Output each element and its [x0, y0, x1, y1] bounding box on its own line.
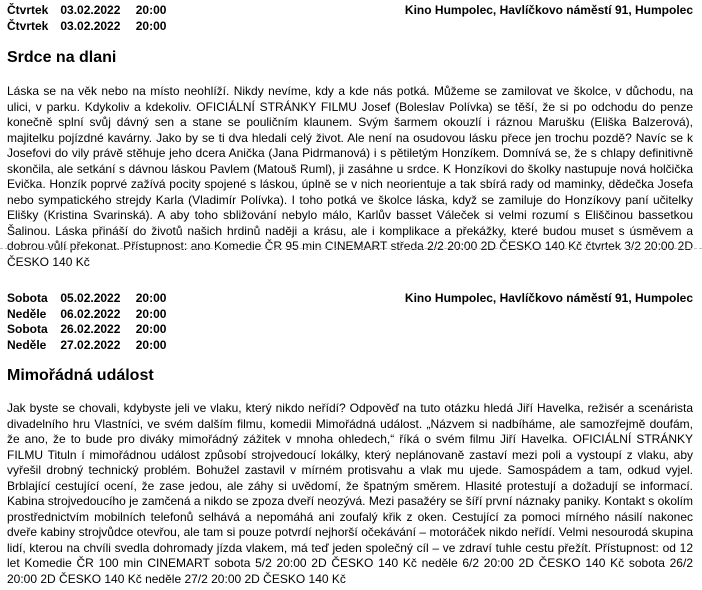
- date-row: [7, 338, 166, 354]
- date-date: 05.02.2022: [60, 291, 121, 305]
- event-dates: [7, 3, 166, 34]
- date-date: 03.02.2022: [60, 3, 121, 17]
- date-time: 20:00: [135, 18, 167, 33]
- date-row: [7, 291, 166, 307]
- event-title: Srdce na dlani: [7, 49, 117, 66]
- event-description: Jak byste se chovali, kdybyste jeli ve vlaku, který nikdo neřídí? Odpověď na tuto otázku hledá Jiří Havelka, režisér a scenárista divadelního hru Vlastníci, ve svém dalším filmu, komedii Mimořádná událost. „Názvem si nadbíháme, ale samozřejmě doufám, že ano, že to bude pro diváky mimořádný zážitek v mnoha ohledech,“ říká o svém filmu Jiří Havelka. OFICIÁLNÍ STRÁNKY FILMU Tituln í mimořádnou událost způsobí strojvedoucí lokálky, který neplánovaně zastaví mezi poli a vystoupí z vlaku, aby vyřešil drobný technický problém. Bohužel zastavil v mírném protisvahu a vlak mu ujede. Samospádem a tam, odkud vyjel. Brblající cestující ocení, že zase jedou, ale záhy si uvědomí, že špatným směrem. Hlasité protestují a dožadují se informací. Kabina strojvedoucího je zamčená a nikdo se zpoza dveří neozývá. Mezi pasažéry se šíří první náznaky paniky. Kontakt s okolím prostřednictvím mobilních telefonů selhává a nepomáhá ani zoufalý křik z oken. Cestující za pomoci mírného násilí nakonec dveře kabiny strojvůdce otevřou, ale tam si pouze potvrdí nejhorší očekávání – motoráček nikdo neřídí. Velmi nesourodá skupina lidí, kterou na chvíli svedla dohromady jízda vlakem, má teď jeden společný cíl – ve zdraví tuhle cestu přežít. Přístupnost: od 12 let Komedie ČR 100 min CINEMART sobota 5/2 20:00 2D ČESKO 140 Kč neděle 6/2 20:00 2D ČESKO 140 Kč sobota 26/2 20:00 2D ČESKO 140 Kč neděle 27/2 20:00 2D ČESKO 140 Kč: [7, 401, 693, 586]
- event-dates: [7, 291, 166, 353]
- date-row: [7, 322, 166, 338]
- section-divider: [0, 248, 702, 249]
- date-date: 06.02.2022: [60, 306, 121, 321]
- date-time: 20:00: [135, 291, 167, 305]
- date-row: [7, 3, 166, 19]
- date-day: Neděle: [7, 337, 47, 352]
- event-venue: Kino Humpolec, Havlíčkovo náměstí 91, Humpolec: [404, 3, 693, 17]
- date-day: Čtvrtek: [7, 3, 49, 17]
- event-venue: Kino Humpolec, Havlíčkovo náměstí 91, Humpolec: [404, 291, 693, 305]
- date-row: [7, 307, 166, 323]
- date-time: 20:00: [135, 3, 167, 17]
- event-title: Mimořádná událost: [7, 367, 154, 384]
- date-time: 20:00: [135, 337, 167, 352]
- date-date: 03.02.2022: [60, 18, 121, 33]
- date-date: 27.02.2022: [60, 337, 121, 352]
- date-day: Čtvrtek: [7, 18, 49, 33]
- date-row: [7, 19, 166, 35]
- date-date: 26.02.2022: [60, 322, 121, 336]
- date-day: Sobota: [7, 291, 48, 305]
- date-day: Sobota: [7, 322, 48, 336]
- event-description: Láska se na věk nebo na místo neohlíží. Nikdy nevíme, kdy a kde nás potká. Můžeme se zamilovat ve školce, v důchodu, na ulici, v parku. Kdykoliv a kdekoliv. OFICIÁLNÍ STRÁNKY FILMU Josef (Boleslav Polívka) se těší, že si po odchodu do penze konečně splní svůj dávný sen a stane se pouličním klaunem. Svým šarmem okouzlí i ráznou Marušku (Eliška Balzerová), majitelku pojízdné kavárny. Jako by se ti dva hledali celý život. Ale není na osudovou lásku přece jen trochu pozdě? Navíc se k Josefovi do vily právě stěhuje jeho dcera Anička (Jana Pidrmanová) i s pětiletým Honzíkem. Domnívá se, že s chlapy definitivně skončila, ale setkání s dávnou láskou Pavlem (Matouš Ruml), ji zasáhne u srdce. K Honzíkovi do školky nastupuje nová holčička Evička. Honzík poprvé zažívá pocity spojené s láskou, úplně se v nich neorientuje a tak sbírá rady od maminky, dědečka Josefa nebo sympatického strejdy Karla (Vladimír Polívka). I toho potká ve školce láska, když se zamiluje do Honzíkovy paní učitelky Elišky (Kristina Svarinská). A aby toho sbližování nebylo málo, Karlův basset Váleček si velmi rozumí s Eliščinou bassetkou Šalinou. Láska přináší do životů našich hrdinů naději a krásu, ale i komplikace a překážky, které budou muset s úsměvem a dobrou vůlí překonat. Přístupnost: ano Komedie ČR 95 min CINEMART středa 2/2 20:00 2D ČESKO 140 Kč čtvrtek 3/2 20:00 2D ČESKO 140 Kč: [7, 84, 693, 269]
- date-time: 20:00: [135, 306, 167, 321]
- date-day: Neděle: [7, 306, 47, 321]
- date-time: 20:00: [135, 322, 167, 336]
